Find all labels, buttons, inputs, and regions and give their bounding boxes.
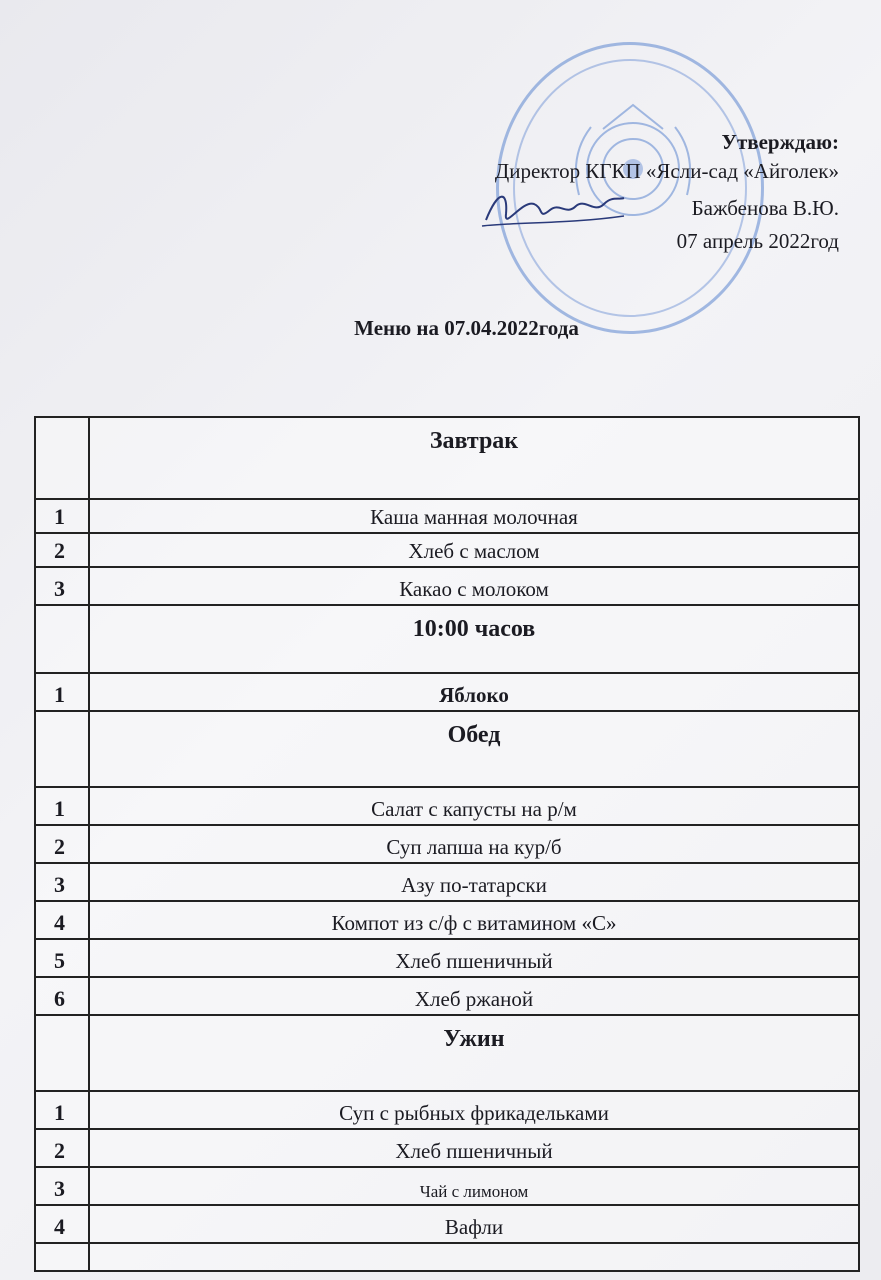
approval-name: Бажбенова В.Ю. (691, 196, 839, 220)
section-number-cell (36, 1016, 90, 1090)
menu-item-row (36, 534, 858, 568)
menu-item-row (36, 788, 858, 826)
item-name: Хлеб пшеничный (395, 949, 553, 973)
menu-item-row (36, 674, 858, 712)
page-title: Меню на 07.04.2022года (354, 316, 579, 340)
menu-table (34, 416, 860, 1272)
item-number: 2 (36, 1130, 90, 1166)
item-number: 3 (36, 864, 90, 900)
signature (478, 180, 628, 240)
item-number: 1 (36, 1092, 90, 1128)
item-name: Суп с рыбных фрикадельками (339, 1101, 609, 1125)
menu-item-row (36, 1168, 858, 1206)
item-name: Яблоко (439, 683, 509, 707)
item-name: Салат с капусты на р/м (371, 797, 577, 821)
section-header: Обед (447, 722, 501, 748)
item-number: 5 (36, 940, 90, 976)
menu-item-row (36, 978, 858, 1016)
menu-item-row (36, 1206, 858, 1244)
section-header-row (36, 418, 858, 500)
item-number: 1 (36, 788, 90, 824)
item-number: 4 (36, 902, 90, 938)
approval-position: Директор КГКП «Ясли-сад «Айголек» (494, 159, 839, 183)
item-name: Какао с молоком (399, 577, 549, 601)
section-header: Ужин (443, 1026, 505, 1052)
menu-item-row (36, 940, 858, 978)
item-number: 2 (36, 826, 90, 862)
item-name: Вафли (444, 1215, 504, 1239)
menu-item-row (36, 864, 858, 902)
section-header: 10:00 часов (412, 616, 536, 642)
empty-row (36, 1244, 858, 1272)
item-number: 4 (36, 1206, 90, 1242)
item-name: Суп лапша на кур/б (386, 835, 562, 859)
section-header-row (36, 712, 858, 788)
section-number-cell (36, 418, 90, 498)
menu-item-row (36, 500, 858, 534)
item-name: Азу по-татарски (401, 873, 547, 897)
item-name: Хлеб ржаной (414, 987, 534, 1011)
section-number-cell (36, 606, 90, 672)
empty-dish-cell (90, 1244, 858, 1270)
item-number: 6 (36, 978, 90, 1014)
item-number: 3 (36, 1168, 90, 1204)
item-name: Каша манная молочная (370, 505, 578, 529)
section-header-row (36, 1016, 858, 1092)
approval-date: 07 апрель 2022год (676, 229, 839, 253)
section-number-cell (36, 712, 90, 786)
section-header: Завтрак (429, 428, 519, 454)
menu-item-row (36, 1130, 858, 1168)
section-header-row (36, 606, 858, 674)
menu-item-row (36, 568, 858, 606)
item-name: Чай с лимоном (419, 1182, 529, 1201)
empty-number-cell (36, 1244, 90, 1270)
item-number: 1 (36, 674, 90, 710)
item-number: 3 (36, 568, 90, 604)
menu-item-row (36, 1092, 858, 1130)
item-name: Компот из с/ф с витамином «С» (331, 911, 617, 935)
item-name: Хлеб с маслом (408, 539, 540, 563)
item-number: 2 (36, 534, 90, 566)
menu-item-row (36, 902, 858, 940)
item-number: 1 (36, 500, 90, 532)
approval-title: Утверждаю: (721, 130, 839, 154)
item-name: Хлеб пшеничный (395, 1139, 553, 1163)
menu-item-row (36, 826, 858, 864)
